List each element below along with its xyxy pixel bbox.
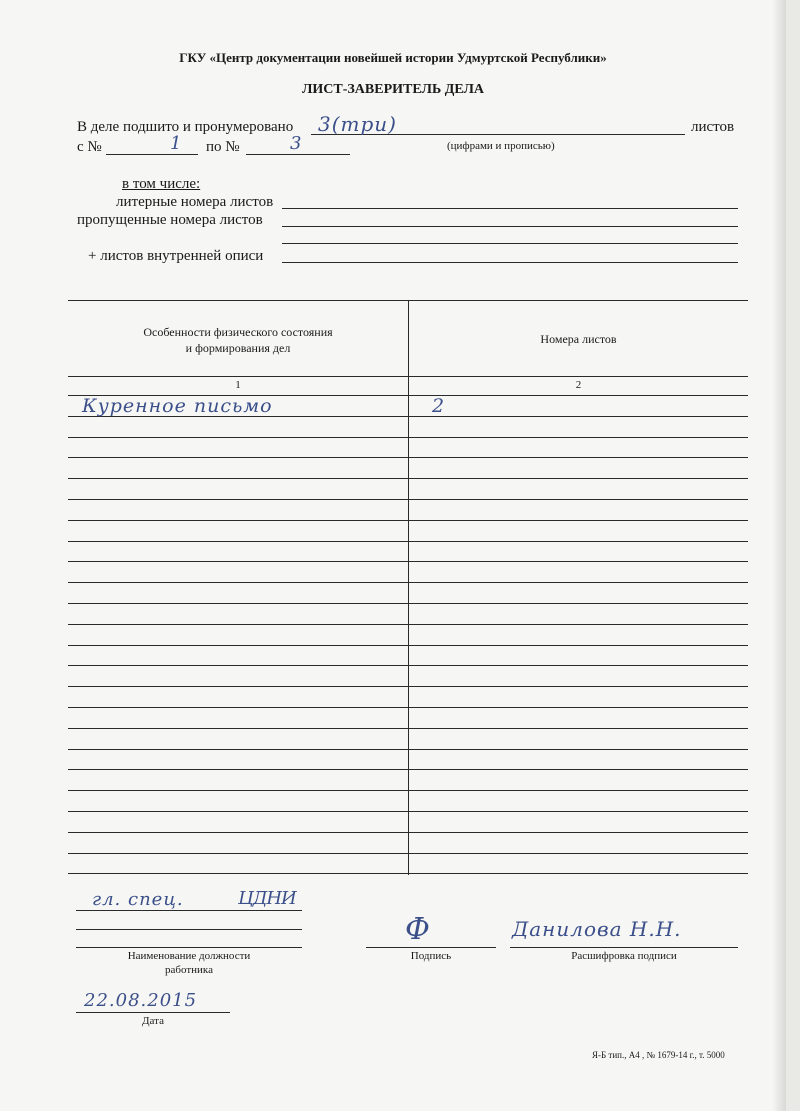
position-underline-3	[76, 947, 302, 948]
col2-number: 2	[575, 379, 582, 391]
table-rule-line	[68, 790, 748, 791]
table-rule-line	[68, 728, 748, 729]
from-underline	[106, 154, 198, 155]
from-label: с №	[77, 139, 102, 155]
signature-underline	[366, 947, 496, 948]
stitched-label: В деле подшито и пронумеровано	[77, 119, 294, 135]
table-rule-line	[68, 437, 748, 438]
decipher-underline	[510, 947, 738, 948]
institution-name: ГКУ «Центр документации новейшей истории Удмуртской Республики»	[179, 50, 607, 65]
col1-number: 1	[235, 379, 241, 391]
signature-mark: Ф	[405, 912, 430, 947]
table-rule-line	[68, 603, 748, 604]
missing-numbers-underline-2	[282, 243, 738, 244]
table-rule-line	[68, 853, 748, 854]
table-rule-line	[68, 645, 748, 646]
print-info: Я-Б тип., А4 , № 1679-14 г., т. 5000	[592, 1050, 725, 1060]
position-underline-2	[76, 929, 302, 930]
table-rule-line	[68, 873, 748, 874]
table-rule-line	[68, 541, 748, 542]
table-rule-line	[68, 707, 748, 708]
table-rule-line	[68, 582, 748, 583]
inner-inventory-label: + листов внутренней описи	[88, 248, 264, 264]
date-value: 22.08.2015	[84, 990, 198, 1011]
col1-header-line1: Особенности физического состояния	[143, 325, 333, 339]
to-label: по №	[206, 139, 240, 155]
table-rule-line	[68, 457, 748, 458]
table-rule-line	[68, 749, 748, 750]
table-row-feature: Куренное письмо	[82, 395, 273, 417]
paper-edge-shadow	[772, 0, 786, 1111]
table-rule-line	[68, 624, 748, 625]
missing-numbers-underline	[282, 226, 738, 227]
document-title: ЛИСТ-ЗАВЕРИТЕЛЬ ДЕЛА	[301, 82, 485, 97]
inner-inventory-underline	[282, 262, 738, 263]
decipher-label: Расшифровка подписи	[571, 950, 677, 962]
table-row-sheets: 2	[432, 395, 446, 417]
to-underline	[246, 154, 350, 155]
position-label-line1: Наименование должности	[127, 950, 251, 962]
from-value: 1	[170, 133, 183, 154]
table-rule-line	[68, 499, 748, 500]
signature-label: Подпись	[410, 950, 452, 962]
table-header-border	[68, 376, 748, 377]
letter-numbers-underline	[282, 208, 738, 209]
letter-numbers-label: литерные номера листов	[116, 194, 274, 210]
position-label-line2: работника	[165, 964, 213, 976]
table-rule-line	[68, 832, 748, 833]
table-rule-line	[68, 520, 748, 521]
date-label: Дата	[142, 1015, 164, 1027]
table-rule-line	[68, 478, 748, 479]
col1-header-line2: и формирования дел	[185, 341, 291, 355]
digits-note: (цифрами и прописью)	[447, 140, 555, 152]
table-rule-line	[68, 811, 748, 812]
position-underline-1	[76, 910, 302, 911]
table-rule-line	[68, 686, 748, 687]
including-label: в том числе:	[122, 176, 201, 192]
position-stamp-mark: ЦДНИ	[238, 888, 296, 909]
missing-numbers-label: пропущенные номера листов	[77, 212, 263, 228]
date-underline	[76, 1012, 230, 1013]
col2-header: Номера листов	[540, 332, 617, 346]
decipher-value: Данилова Н.Н.	[512, 917, 682, 941]
table-rule-line	[68, 769, 748, 770]
position-value: гл. спец.	[92, 889, 184, 910]
table-rule-line	[68, 561, 748, 562]
table-rule-line	[68, 665, 748, 666]
to-value: 3	[290, 133, 303, 154]
stitched-value: 3(три)	[318, 112, 397, 136]
sheets-label: листов	[691, 119, 735, 135]
